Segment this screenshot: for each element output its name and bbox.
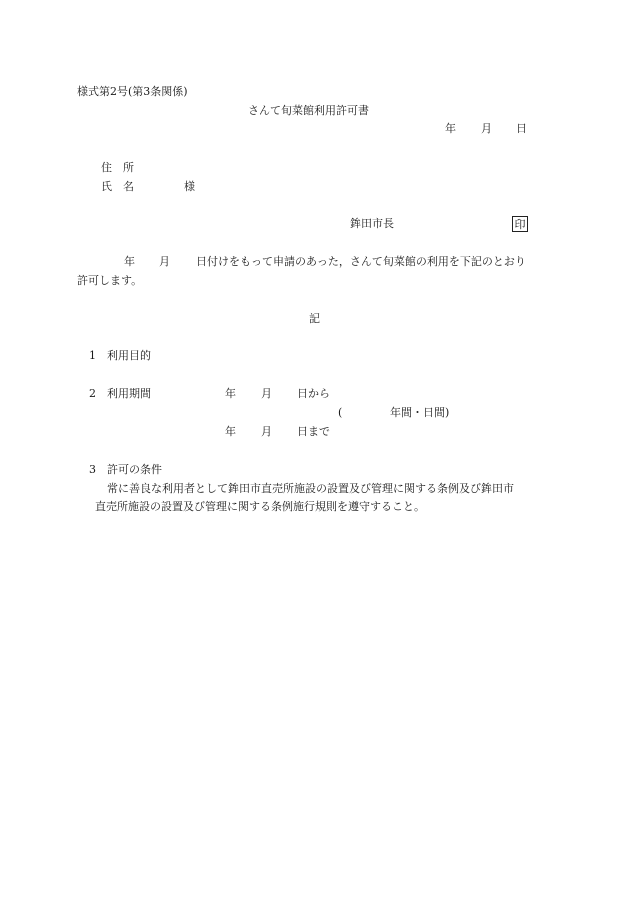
- address-label: 住 所: [101, 161, 134, 174]
- name-label: 氏 名: [101, 180, 134, 193]
- from-month: 月: [261, 387, 272, 400]
- to-day: 日まで: [297, 425, 330, 438]
- item3-line1: 常に善良な利用者として鉾田市直売所施設の設置及び管理に関する条例及び鉾田市: [107, 482, 514, 495]
- duration-open: (: [338, 406, 343, 419]
- to-year: 年: [225, 425, 236, 438]
- from-day: 日から: [297, 387, 330, 400]
- body-year: 年: [124, 255, 135, 268]
- item3-label: 許可の条件: [107, 463, 162, 476]
- item2-number: 2: [89, 387, 96, 400]
- body-month: 月: [159, 255, 170, 268]
- item2-label: 利用期間: [107, 387, 151, 400]
- item1-label: 利用目的: [107, 349, 151, 362]
- date-day-label: 日: [516, 122, 527, 135]
- to-month: 月: [261, 425, 272, 438]
- date-year-label: 年: [445, 122, 456, 135]
- duration-text: 年間・日間): [390, 406, 450, 419]
- item3-line2: 直売所施設の設置及び管理に関する条例施行規則を遵守すること。: [95, 500, 425, 513]
- body-line2: 許可します。: [77, 274, 143, 287]
- record-label: 記: [309, 312, 320, 325]
- item3-number: 3: [89, 463, 96, 476]
- form-number: 様式第2号(第3条関係): [77, 85, 188, 98]
- from-year: 年: [225, 387, 236, 400]
- date-month-label: 月: [481, 122, 492, 135]
- document-title: さんて旬菜館利用許可書: [248, 104, 369, 117]
- honorific: 様: [184, 180, 195, 193]
- seal-mark: 印: [512, 216, 528, 232]
- issuer-name: 鉾田市長: [350, 217, 394, 230]
- body-line1: 日付けをもって申請のあった，さんて旬菜館の利用を下記のとおり: [196, 255, 526, 268]
- item1-number: 1: [89, 349, 96, 362]
